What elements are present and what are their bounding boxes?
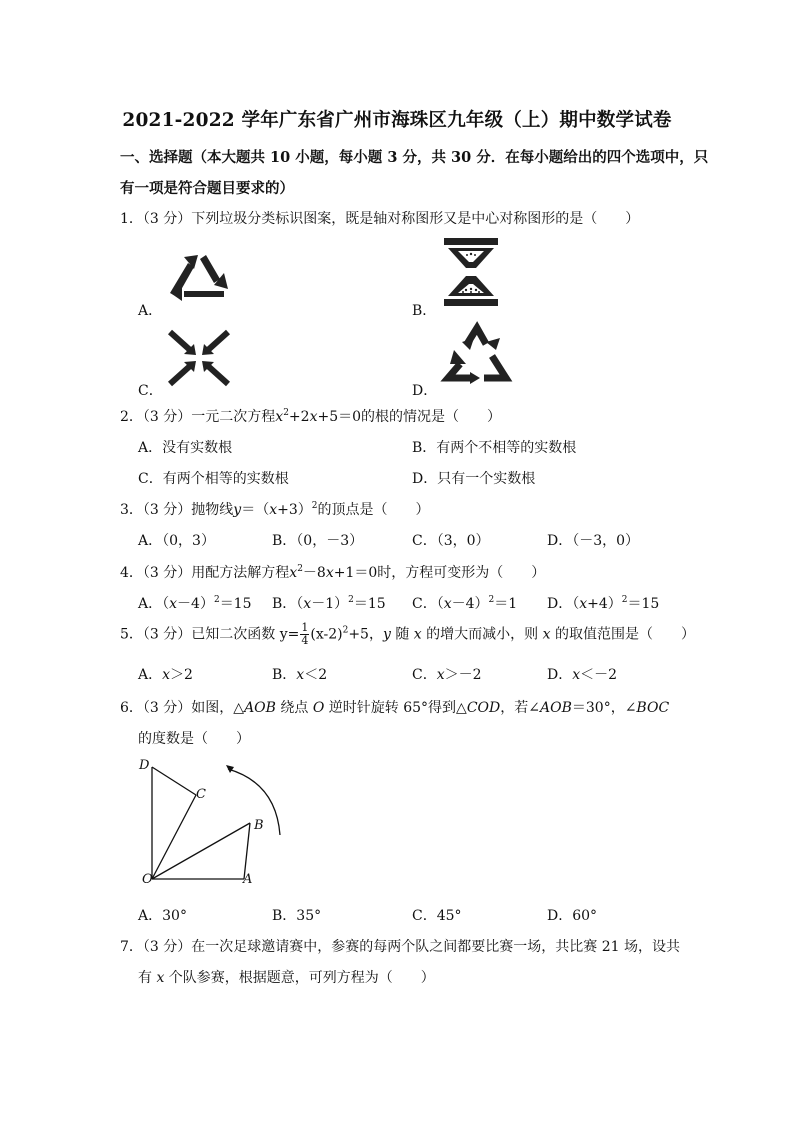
text-fragment: 如图，△ xyxy=(191,700,245,716)
text-fragment: C． xyxy=(412,908,437,924)
text-fragment: x xyxy=(269,502,278,518)
text-fragment: 下列垃圾分类标识图案，既是轴对称图形又是中心对称图形的是（ ） xyxy=(191,211,640,227)
text-fragment: ＞－2 xyxy=(444,667,482,683)
q6-option-a[interactable] xyxy=(138,905,187,925)
text-fragment: 的根的情况是（ ） xyxy=(361,409,502,425)
text-fragment: B． xyxy=(272,533,297,549)
text-fragment: 4． xyxy=(120,565,143,581)
text-fragment: D． xyxy=(547,596,573,612)
text-fragment: +1＝0 xyxy=(333,565,378,581)
q6-option-b[interactable] xyxy=(272,905,321,925)
text-fragment: 的取值范围是（ ） xyxy=(550,626,695,643)
text-fragment: ＞2 xyxy=(170,667,193,683)
q3-option-c[interactable] xyxy=(412,530,490,550)
text-fragment: 2 xyxy=(348,595,354,605)
q4-option-d[interactable] xyxy=(547,593,659,613)
q1-option-c-label: C． xyxy=(138,383,163,399)
question-4-stem xyxy=(120,562,545,582)
text-fragment: A． xyxy=(138,533,163,549)
q2-option-a[interactable] xyxy=(138,437,232,457)
text-fragment: ＝（ xyxy=(241,502,270,518)
fraction xyxy=(300,622,309,647)
text-fragment: 2 xyxy=(621,595,628,605)
text-fragment: x xyxy=(156,970,165,986)
text-fragment: x xyxy=(296,667,305,683)
question-6-stem xyxy=(120,697,669,717)
q5-option-a[interactable] xyxy=(138,664,193,684)
text-fragment: （3 分） xyxy=(142,211,192,227)
text-fragment: 抛物线 xyxy=(191,502,234,518)
text-fragment: ＜2 xyxy=(304,667,328,683)
text-fragment: 2 xyxy=(488,595,495,605)
segment-dc xyxy=(152,767,196,795)
text-fragment: （3，0） xyxy=(436,533,490,549)
text-fragment: x xyxy=(303,596,312,612)
question-6-stem-line2: 的度数是（ ） xyxy=(138,731,250,747)
text-fragment: （3 分） xyxy=(142,939,192,955)
text-fragment: 个队参赛，根据题意，可列方程为（ ） xyxy=(164,970,435,986)
text-fragment: （0，3） xyxy=(162,533,215,549)
text-fragment: 1 xyxy=(301,621,309,634)
text-fragment: 一元二次方程 xyxy=(191,409,276,425)
rotation-figure xyxy=(130,755,300,895)
text-fragment: A． xyxy=(138,596,163,612)
q4-option-a[interactable] xyxy=(138,593,252,613)
point-label-a: A xyxy=(243,872,253,887)
text-fragment: 2 xyxy=(213,595,220,605)
text-fragment: 35° xyxy=(296,908,322,924)
text-fragment: ＝15 xyxy=(219,596,252,612)
point-label-b: B xyxy=(254,818,264,833)
q4-option-b[interactable] xyxy=(272,593,386,613)
q1-option-a-label: A． xyxy=(138,303,163,319)
q5-option-d[interactable] xyxy=(547,664,617,684)
text-fragment: x xyxy=(443,596,452,612)
text-fragment: ＜－2 xyxy=(580,667,618,683)
text-fragment: （3 分） xyxy=(142,502,192,518)
text-fragment: 4 xyxy=(301,634,309,647)
text-fragment: 已知二次函数 y= xyxy=(191,626,300,643)
hourglass-icon xyxy=(440,236,502,308)
text-fragment: AOB xyxy=(244,700,276,716)
q3-option-b[interactable] xyxy=(272,530,363,550)
text-fragment: ＝15 xyxy=(353,596,386,612)
section-heading-line2: 有一项是符合题目要求的） xyxy=(120,180,294,197)
text-fragment: ，若∠ xyxy=(500,700,540,716)
question-2-stem xyxy=(120,406,501,426)
segment-ab xyxy=(244,823,250,879)
text-fragment: C． xyxy=(412,533,437,549)
text-fragment: （3 分） xyxy=(142,700,192,716)
text-fragment: －4） xyxy=(177,596,214,612)
text-fragment: A． xyxy=(138,440,163,456)
text-fragment: BOC xyxy=(636,700,670,716)
text-fragment: 有 xyxy=(138,970,157,986)
text-fragment: 有两个不相等的实数根 xyxy=(436,440,577,456)
text-fragment: （0，－3） xyxy=(296,533,364,549)
text-fragment: 用配方法解方程 xyxy=(191,565,290,581)
text-fragment: D． xyxy=(547,533,573,549)
text-fragment: 逆时针旋转 65°得到△ xyxy=(324,700,467,716)
text-fragment: A． xyxy=(138,908,163,924)
text-fragment: x xyxy=(413,626,422,643)
point-label-d: D xyxy=(139,758,150,773)
text-fragment: x xyxy=(542,626,551,643)
q5-option-c[interactable] xyxy=(412,664,482,684)
text-fragment: A． xyxy=(138,667,163,683)
text-fragment: x xyxy=(325,565,334,581)
text-fragment: －1） xyxy=(311,596,349,612)
text-fragment: +3） xyxy=(277,502,312,518)
text-fragment: ＝15 xyxy=(627,596,660,612)
text-fragment: －4） xyxy=(451,596,489,612)
text-fragment: B． xyxy=(272,667,297,683)
text-fragment: x xyxy=(275,409,284,425)
point-label-o: O xyxy=(142,872,153,887)
text-fragment: 30° xyxy=(162,908,187,924)
text-fragment: 绕点 xyxy=(275,700,313,716)
text-fragment: （ xyxy=(296,596,304,612)
text-fragment: 3． xyxy=(120,502,143,518)
page-title: 2021-2022 学年广东省广州市海珠区九年级（上）期中数学试卷 xyxy=(122,110,672,131)
text-fragment: B． xyxy=(272,908,297,924)
text-fragment: 没有实数根 xyxy=(162,440,233,456)
text-fragment: O xyxy=(312,700,325,716)
q1-option-d-label: D． xyxy=(412,383,438,399)
q2-option-c[interactable] xyxy=(138,468,289,488)
text-fragment: （3 分） xyxy=(142,565,192,581)
text-fragment: （ xyxy=(162,596,170,612)
text-fragment: ＝30°，∠ xyxy=(571,700,637,716)
text-fragment: x xyxy=(162,667,171,683)
text-fragment: 45° xyxy=(436,908,462,924)
text-fragment: ＝1 xyxy=(494,596,518,612)
text-fragment: 2 xyxy=(342,625,349,636)
text-fragment: B． xyxy=(272,596,297,612)
text-fragment: 2 xyxy=(311,501,318,511)
text-fragment: +4） xyxy=(587,596,622,612)
section-heading-line1: 一、选择题（本大题共 10 小题，每小题 3 分，共 30 分．在每小题给出的四个选项中，只 xyxy=(120,149,709,166)
question-3-stem xyxy=(120,499,429,519)
text-fragment: C． xyxy=(412,596,437,612)
q6-option-d[interactable] xyxy=(547,905,597,925)
text-fragment: 的增大而减小，则 xyxy=(421,626,543,643)
q5-option-b[interactable] xyxy=(272,664,327,684)
text-fragment: 1． xyxy=(120,211,143,227)
text-fragment: 2． xyxy=(120,409,143,425)
text-fragment: x xyxy=(572,667,581,683)
point-label-c: C xyxy=(196,787,206,802)
q3-option-d[interactable] xyxy=(547,530,639,550)
text-fragment: （－3，0） xyxy=(572,533,640,549)
text-fragment: x xyxy=(436,667,445,683)
text-fragment: 6． xyxy=(120,700,143,716)
text-fragment: y xyxy=(233,502,242,518)
text-fragment: 2 xyxy=(283,408,289,418)
text-fragment: 7． xyxy=(120,939,143,955)
text-fragment: D． xyxy=(547,908,573,924)
text-fragment: x xyxy=(579,596,588,612)
question-7-stem xyxy=(120,936,680,956)
question-7-stem-line2 xyxy=(138,967,435,987)
text-fragment: （ xyxy=(572,596,580,612)
text-fragment: (x-2) xyxy=(310,626,343,643)
q2-option-b[interactable] xyxy=(412,437,576,457)
text-fragment: 60° xyxy=(572,908,598,924)
text-fragment: +5， xyxy=(348,626,383,643)
text-fragment: －8 xyxy=(302,565,326,581)
recycle-arrows-icon xyxy=(162,245,240,307)
question-1-stem xyxy=(120,208,639,228)
text-fragment: AOB xyxy=(539,700,572,716)
text-fragment: x xyxy=(169,596,178,612)
text-fragment: 5． xyxy=(120,626,143,643)
q6-option-c[interactable] xyxy=(412,905,462,925)
text-fragment: 随 xyxy=(390,626,414,643)
text-fragment: B． xyxy=(412,440,437,456)
four-arrows-inward-icon xyxy=(166,328,232,388)
text-fragment: D． xyxy=(547,667,573,683)
text-fragment: C． xyxy=(138,471,163,487)
q2-option-d[interactable] xyxy=(412,468,535,488)
text-fragment: C． xyxy=(412,667,437,683)
text-fragment: （ xyxy=(436,596,444,612)
text-fragment: 在一次足球邀请赛中，参赛的每两个队之间都要比赛一场，共比赛 21 场，设共 xyxy=(191,939,680,955)
text-fragment: x xyxy=(309,409,318,425)
question-5-stem xyxy=(120,622,695,647)
q1-option-b-label: B． xyxy=(412,303,437,319)
text-fragment: 只有一个实数根 xyxy=(437,471,536,487)
q3-option-a[interactable] xyxy=(138,530,215,550)
text-fragment: 2 xyxy=(297,564,303,574)
q4-option-c[interactable] xyxy=(412,593,517,613)
text-fragment: 有两个相等的实数根 xyxy=(162,471,289,487)
text-fragment: COD xyxy=(466,700,501,716)
text-fragment: D． xyxy=(412,471,438,487)
rotation-arrowhead xyxy=(226,765,234,773)
recycle-triangle-icon xyxy=(440,320,514,386)
text-fragment: 时，方程可变形为（ ） xyxy=(377,565,546,581)
text-fragment: x xyxy=(289,565,298,581)
text-fragment: 的顶点是（ ） xyxy=(317,502,430,518)
text-fragment: （3 分） xyxy=(142,409,192,425)
text-fragment: y xyxy=(382,626,391,643)
text-fragment: +2 xyxy=(288,409,310,425)
text-fragment: +5＝0 xyxy=(317,409,362,425)
text-fragment: （3 分） xyxy=(142,626,192,643)
